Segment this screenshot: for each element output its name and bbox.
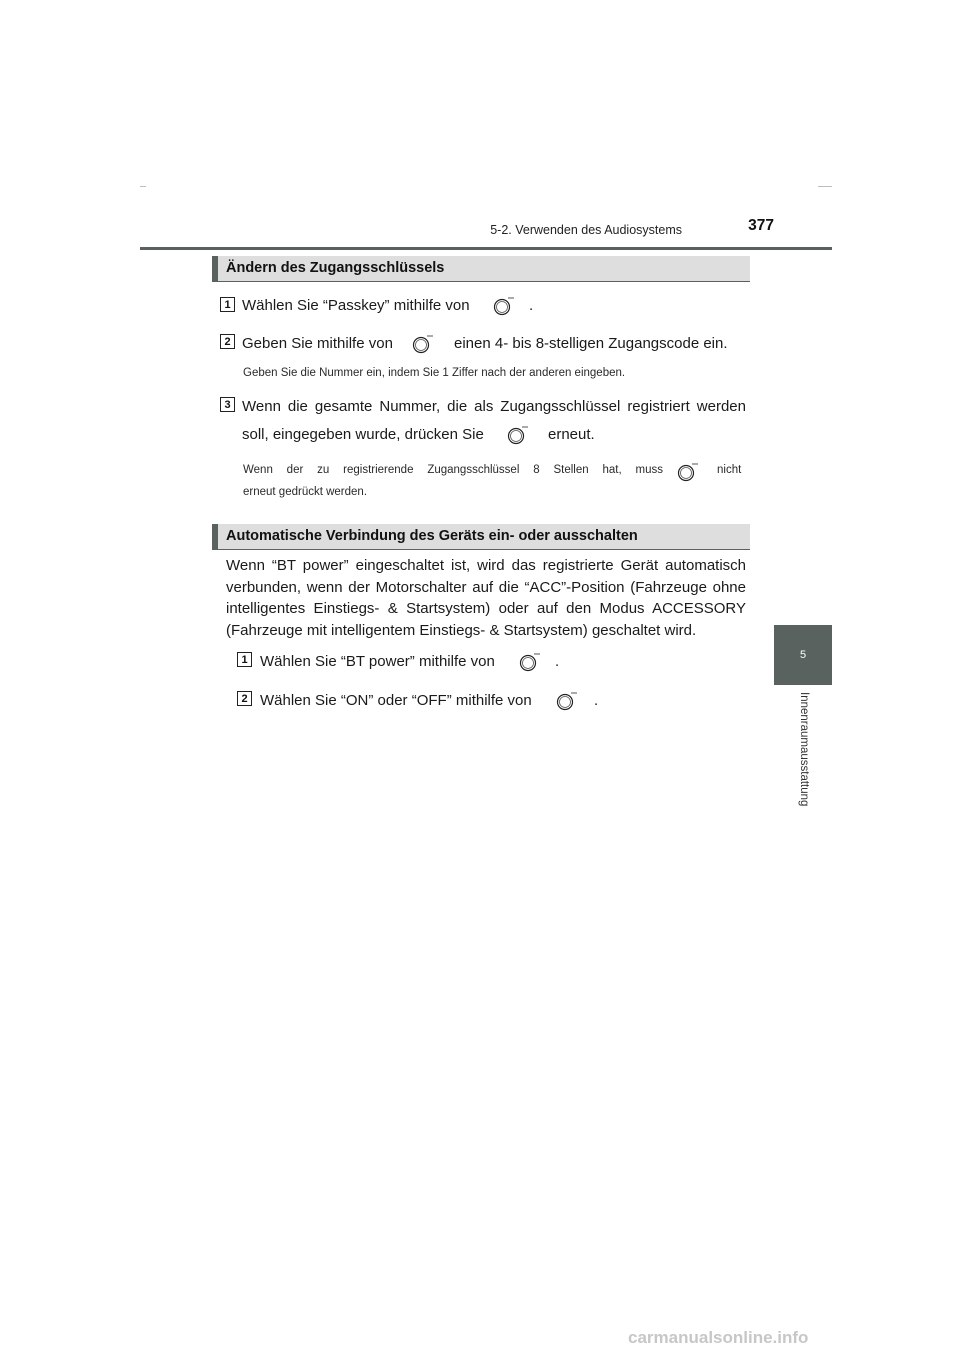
tune-select-knob-icon: [491, 294, 519, 318]
step-number-box: 1: [237, 652, 252, 667]
tune-select-knob-icon: [410, 332, 438, 356]
step-text-end: einen 4- bis 8-stelligen Zugangscode ein.: [454, 335, 728, 352]
chapter-title: Innenraumausstattung: [798, 692, 810, 807]
step-text-end: erneut.: [548, 426, 595, 443]
section-heading-text: Automatische Verbindung des Geräts ein- oder ausschalten: [226, 528, 638, 544]
step-text-end: .: [594, 692, 599, 709]
step-number-box: 3: [220, 397, 235, 412]
tune-select-knob-icon: [517, 650, 545, 674]
step-note-line2: erneut gedrückt werden.: [243, 486, 368, 498]
tune-select-knob-icon: [675, 460, 703, 484]
section-intro: Wenn “BT power” eingeschaltet ist, wird das registrierte Gerät automatisch verbunden, wenn der Motorschalter auf die “ACC”-Position (Fahrzeuge ohne intelligentes Einstiegs- & Startsystem) oder auf den Modus ACCESSORY (Fahrzeuge mit intelligentem Einstiegs- & Startsystem) geschaltet wird.: [226, 557, 746, 639]
step-text: Geben Sie mithilfe von: [242, 335, 393, 352]
tune-select-knob-icon: [554, 689, 582, 713]
crop-mark-right: [818, 186, 832, 187]
running-head: [140, 215, 832, 250]
section-heading-text: Ändern des Zugangsschlüssels: [226, 260, 445, 276]
step-number-box: 2: [237, 691, 252, 706]
step-note: Geben Sie die Nummer ein, indem Sie 1 Ziffer nach der anderen eingeben.: [243, 367, 626, 379]
step-note-end: nicht: [717, 464, 742, 476]
section-label: 5-2. Verwenden des Audiosystems: [490, 223, 682, 237]
section-heading-auto-connect: [212, 524, 750, 550]
step-text: Wenn die gesamte Nummer, die als Zugangsschlüssel registriert werden: [242, 398, 746, 415]
step-text: Wählen Sie “ON” oder “OFF” mithilfe von: [260, 692, 532, 709]
chapter-number: 5: [799, 649, 807, 661]
step-text-line2: soll, eingegeben wurde, drücken Sie: [242, 426, 484, 443]
step-text: Wählen Sie “Passkey” mithilfe von: [242, 297, 470, 314]
watermark: carmanualsonline.info: [628, 1328, 809, 1347]
step-text-end: .: [555, 653, 560, 670]
page-number: 377: [748, 217, 774, 234]
step-number-box: 1: [220, 297, 235, 312]
section-heading-passkey: [212, 256, 750, 282]
chapter-tab: [774, 625, 832, 685]
tune-select-knob-icon: [505, 423, 533, 447]
step-text: Wählen Sie “BT power” mithilfe von: [260, 653, 495, 670]
step-text-end: .: [529, 297, 534, 314]
step-note: Wenn der zu registrierende Zugangsschlüssel 8 Stellen hat, muss: [243, 464, 663, 476]
step-number-box: 2: [220, 334, 235, 349]
crop-mark-left: [140, 186, 146, 187]
